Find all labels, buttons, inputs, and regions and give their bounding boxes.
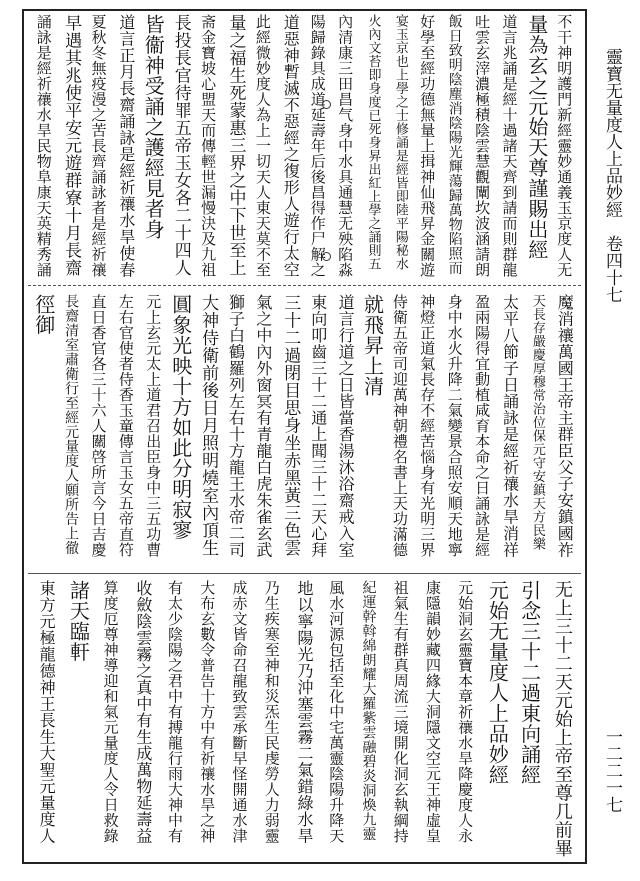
text-column: 圓象光映十方如此分明寂寥	[168, 294, 193, 540]
text-column: 吐雲玄滓濃極積陰雲慧觀闡坎波涵請朗	[473, 14, 492, 278]
text-panel-middle	[30, 294, 578, 568]
text-column: 東方元極龍德神王長生大聖元量度人	[37, 580, 57, 844]
text-column: 天長存嚴慶厚穆常治位保元守安鎮天方民樂	[529, 294, 545, 551]
text-column: 斋金寶坡心盟天而傳輕世漏慢決及九祖	[199, 14, 218, 278]
text-column: 東向叩齒三十二通上聞三十二天心拜	[308, 294, 328, 558]
text-column: 地以寧陽光乃沖塞雲霧二氣錯綠水旱	[295, 580, 314, 844]
text-column: 風水河源包括至化中宅萬靈陰陽升降天	[327, 580, 346, 844]
text-column: 陽歸錄具成道延壽年后後昌得作尸解之	[308, 14, 327, 278]
text-column: 夏秋冬無疫漫之苦長齊誦詠者是經祈禳	[89, 14, 108, 278]
panel-divider-bottom	[28, 573, 581, 574]
panel-divider-top	[28, 285, 581, 286]
text-column: 元始无量度人上品妙經	[485, 580, 510, 785]
text-column: 早遇其兆使平安元遊群寮十月長齋	[61, 14, 82, 277]
text-column: 徑御	[31, 294, 56, 335]
text-column: 長投長官待罪五帝玉女各二十四人	[170, 14, 191, 277]
text-column: 神燈正道氣長存不經苦惱身有光明三界	[418, 294, 437, 558]
text-column: 獅子白鶴羅列左右十方龍王水帝二司	[226, 294, 246, 558]
text-column: 誦詠是經祈禳水旱民物阜康天英精秀誦	[34, 14, 53, 278]
text-column: 乃生疾寒至神和災炁生民虔勞人力弱靈	[262, 580, 281, 844]
text-column: 侍衛五帝司迎萬神朝禮名書上天功滿德	[390, 294, 409, 558]
margin-title: 靈寶无量度人上品妙經 卷四十七	[602, 48, 622, 303]
text-column: 身中水火升降二氣變景合照安順天地寧	[445, 294, 464, 558]
text-column: 道言行道之日皆當香湯沐浴齋戒入室	[336, 294, 356, 558]
text-column: 不干神明護門新經靈妙通義玉京度人无	[555, 14, 574, 278]
text-column: 引念三十二過東向誦經	[517, 580, 542, 785]
text-column: 三十二過閉目思身坐赤黑黃三色雲	[280, 294, 301, 557]
text-column: 道言兆誦是經十過諸天齊到請而則群龍	[500, 14, 519, 278]
text-column: 內清康三田昌气身中水具通慧无殃陷淼	[336, 14, 355, 278]
text-column: 飯日致明陰塵消陰陽光輝蕩歸萬物陷照而	[446, 14, 463, 275]
text-column: 无上三十二天元始上帝至尊几前畢	[551, 580, 573, 858]
text-column: 有太少陰陽之君中有搏龍行雨大神中有	[166, 580, 185, 844]
text-column: 皆衞神受誦之護經見者身	[141, 14, 166, 240]
text-column: 好學至經功德無量上揖神仙飛昇金關遊	[418, 14, 437, 278]
text-column: 左右官使者侍香玉童傳言玉女五帝直符	[116, 294, 135, 558]
text-column: 量之福生死蒙惠三界之中下世至上	[225, 14, 246, 277]
text-column: 就飛昇上清	[360, 294, 385, 397]
text-column: 此經微妙度人為上一切天人東天莫不至	[253, 14, 272, 278]
text-column: 大神侍衛前後日月照明燒室內頂生	[198, 294, 219, 557]
text-column: 算度厄尊神導迎和氣元量度人令日救錄	[101, 580, 120, 844]
text-panel-lower	[30, 580, 578, 858]
text-column: 諸天臨軒	[66, 580, 91, 662]
text-column: 長齋清室肅衛行至經元量度人願所告上徹	[63, 294, 80, 555]
text-column: 量為玄之元始天尊謹賜出經	[524, 14, 549, 260]
text-column: 氣之中內外窗冥有青龍白虎朱雀玄武	[253, 294, 273, 558]
text-column: 元上玄元太上道君召出臣身中三五功曹	[144, 294, 163, 558]
page-number: 一二二一七	[602, 728, 622, 813]
text-column: 魔消禳萬國王帝主群臣父子安鎮國祚	[555, 294, 575, 558]
text-column: 收斂陰雲霧之真中有生成萬物延壽益	[133, 580, 153, 844]
text-column: 紀運幹斡綿朗耀大羅紫雲融碧炎洞煥九靈	[360, 580, 377, 841]
text-column: 直日香官各三十六人關啓所言今日吉慶	[89, 294, 108, 558]
text-column: 元始洞玄靈寶本章祈禳水旱降慶度人永	[456, 580, 475, 844]
text-panel-upper	[30, 14, 578, 282]
text-column: 祖氣生有群真周流三境開化洞玄執綱持	[391, 580, 410, 844]
text-column: 太平八節子日誦詠是經祈禳水旱消祥	[500, 294, 520, 558]
text-column: 成赤文皆命召龍致雲承斷早怪開通水津	[230, 580, 249, 844]
text-column: 盈兩陽得宜動植咸育本命之日誦詠是經	[473, 294, 492, 558]
text-column: 道惡神暫滅不惡經之復形人遊行太空	[281, 14, 301, 278]
text-column: 康隱韻妙藏四緣大洞隱文空元王神虛皇	[423, 580, 442, 844]
text-column: 大布玄數令普告十方中有祈禳水旱之神	[198, 580, 217, 844]
text-column: 道言正月長齋誦詠是經祈禳水旱使春	[116, 14, 136, 278]
text-column: 宴玉京也上學之士修誦是經皆即陸平陽秘水	[392, 14, 408, 271]
punctuation-circle	[322, 252, 331, 261]
text-column: 火內文苔即身度已死身昇出紅上學之誦則五	[365, 14, 381, 271]
punctuation-circle	[322, 100, 331, 109]
